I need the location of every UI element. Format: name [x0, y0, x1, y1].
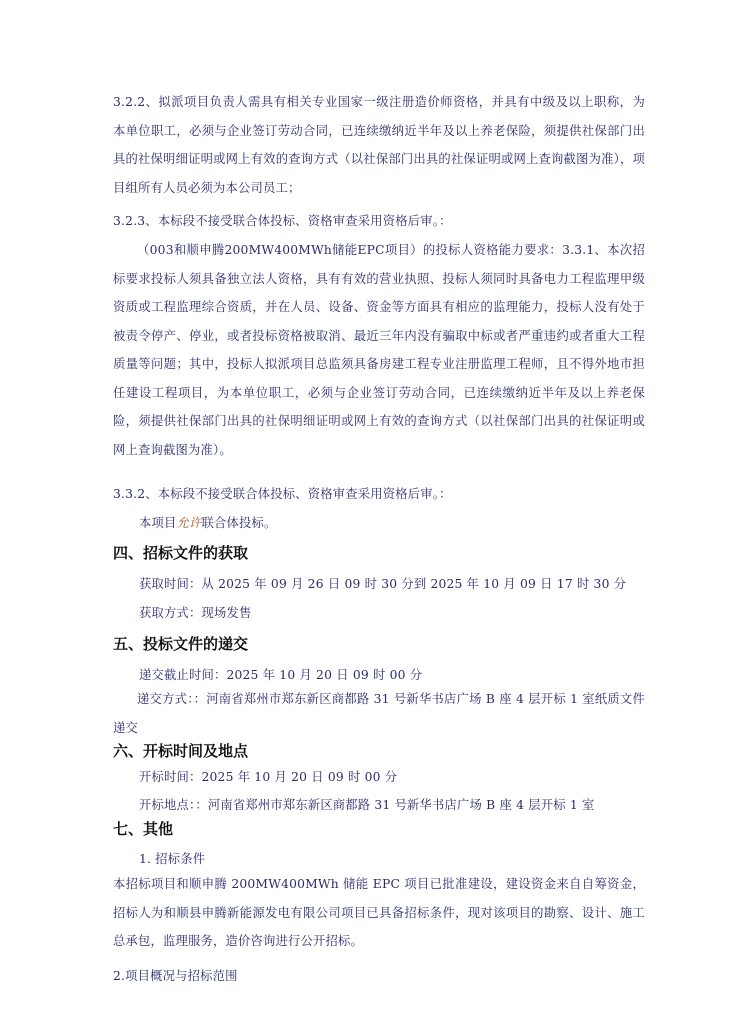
consortium-suffix: 联合体投标。	[201, 516, 277, 530]
clause-3-2-2: 3.2.2、拟派项目负责人需具有相关专业国家一级注册造价师资格，并具有中级及以上职称，为本单位职工，必须与企业签订劳动合同，已连续缴纳近半年及以上养老保险，须提供社保部门出具的社保明细证明或网上有效的查询方式（以社保部门出具的社保证明或网上查询截图为准），项目组所有人员必须为本公司员工；	[113, 95, 645, 195]
section-6-heading: 六、开标时间及地点	[113, 742, 249, 760]
acquisition-time-value: 从 2025 年 09 月 26 日 09 时 30 分到 2025 年 10 月 09 日 17 时 30 分	[201, 577, 627, 591]
submission-method: 递交方式：：河南省郑州市郑东新区商都路 31 号新华书店广场 B 座 4 层开标 1 室纸质文件递交	[113, 692, 645, 735]
section-7-heading: 七、其他	[113, 820, 174, 838]
clause-3-3-2: 3.3.2、本标段不接受联合体投标、资格审查采用资格后审。：	[113, 487, 452, 501]
consortium-statement	[139, 513, 671, 531]
opening-place	[139, 795, 671, 813]
submission-deadline-value: 2025 年 10 月 20 日 09 时 00 分	[226, 668, 423, 682]
lot-003-requirements: （003和顺申腾200MW400MWh储能EPC项目）的投标人资格能力要求：3.3.1、本次招标要求投标人须具备独立法人资格，具有有效的营业执照、投标人须同时具备电力工程监理甲级资质或工程监理综合资质，并在人员、设备、资金等方面具有相应的监理能力，投标人没有处于被责令停产、停业，或者投标资格被取消、最近三年内没有骗取中标或者严重违约或者重大工程质量等问题；其中，投标人拟派项目总监须具备房建工程专业注册监理工程师，且不得外地市担任建设工程项目，为本单位职工，必须与企业签订劳动合同，已连续缴纳近半年及以上养老保险，须提供社保部门出具的社保明细证明或网上有效的查询方式（以社保部门出具的社保证明或网上查询截图为准）。	[113, 243, 645, 457]
section-4-heading: 四、招标文件的获取	[113, 544, 249, 562]
acquisition-method-label: 获取方式：	[139, 606, 202, 620]
opening-time	[139, 767, 671, 785]
acquisition-method-value: 现场发售	[201, 606, 252, 620]
opening-time-value: 2025 年 10 月 20 日 09 时 00 分	[201, 770, 398, 784]
submission-deadline-label: 递交截止时间：	[139, 668, 227, 682]
tender-conditions-text: 本招标项目和顺申腾 200MW400MWh 储能 EPC 项目已批准建设，建设资金来自自筹资金，招标人为和顺县申腾新能源发电有限公司项目已具备招标条件，现对该项目的勘察、设计、施工总承包，监理服务，造价咨询进行公开招标。	[113, 877, 645, 948]
submission-deadline	[139, 665, 671, 683]
document-acquisition-method	[139, 603, 671, 621]
section-5-heading: 五、投标文件的递交	[113, 635, 249, 653]
clause-3-2-3: 3.2.3、本标段不接受联合体投标、资格审查采用资格后审。：	[113, 214, 452, 228]
document-acquisition-time	[139, 574, 671, 592]
acquisition-time-label: 获取时间：	[139, 577, 202, 591]
opening-time-label: 开标时间：	[139, 770, 202, 784]
opening-place-value: ：河南省郑州市郑东新区商都路 31 号新华书店广场 B 座 4 层开标 1 室	[195, 798, 595, 812]
tender-conditions-heading: 1. 招标条件	[139, 852, 206, 866]
project-overview-heading: 2.项目概况与招标范围	[113, 969, 238, 983]
consortium-prefix: 本项目	[139, 516, 177, 530]
opening-place-label: 开标地点：	[139, 798, 196, 812]
consortium-allowed-word: 允许	[176, 516, 202, 530]
